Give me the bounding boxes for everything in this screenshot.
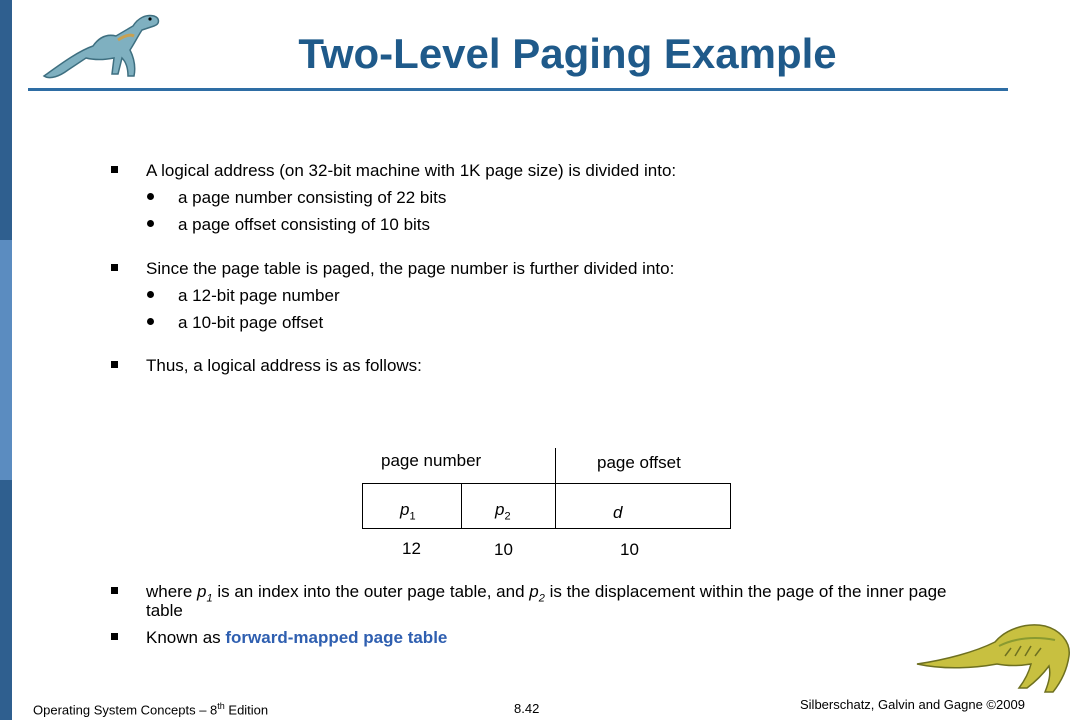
forward-mapped-term: forward-mapped page table (225, 628, 448, 647)
slide-number: 8.42 (514, 701, 540, 716)
dinosaur-illustration-icon (915, 612, 1075, 702)
field-divider (555, 484, 556, 528)
field-p1: $p_1$ (400, 500, 416, 523)
bullet-marker (111, 633, 118, 640)
bullet-2-sub-1: a 12-bit page number (178, 286, 340, 305)
bullet-1-sub-2: a page offset consisting of 10 bits (178, 215, 431, 234)
bits-d: 10 (620, 540, 639, 559)
bits-p2: 10 (494, 540, 513, 559)
sub-bullet-marker (147, 220, 154, 227)
bullet-marker (111, 166, 118, 173)
page-offset-label: page offset (597, 453, 681, 472)
page-number-label: page number (381, 451, 482, 470)
bits-p1: 12 (402, 539, 421, 558)
bullet-2-text: Since the page table is paged, the page number is further divided into: (146, 259, 675, 278)
footer-book-title: Operating System Concepts – 8th Edition (33, 701, 269, 718)
sidebar-stripe (0, 0, 12, 720)
bullet-marker (111, 264, 118, 271)
bullet-1-text: A logical address (on 32-bit machine with 1K page size) is divided into: (146, 161, 677, 180)
bullet-marker (111, 587, 118, 594)
bullet-4-text: where $p_1$ is an index into the outer page table, and $p_2$ is the displacement within the page of the inner page (146, 582, 947, 605)
address-box (362, 483, 731, 529)
bullet-1-sub-1: a page number consisting of 22 bits (178, 188, 447, 207)
sub-bullet-marker (147, 318, 154, 325)
bullet-3-text: Thus, a logical address is as follows: (146, 356, 422, 375)
field-divider (461, 484, 462, 528)
bullet-5-text: Known as forward-mapped page table (146, 628, 448, 647)
title-underline (28, 88, 1008, 91)
sidebar-segment-middle (0, 240, 12, 480)
field-d: d (613, 503, 623, 522)
sub-bullet-marker (147, 291, 154, 298)
sidebar-segment-bottom (0, 480, 12, 720)
bullet-2-sub-2: a 10-bit page offset (178, 313, 324, 332)
footer-copyright: Silberschatz, Galvin and Gagne ©2009 (800, 697, 1025, 712)
label-divider (555, 448, 556, 484)
sub-bullet-marker (147, 193, 154, 200)
bullet-4-text-line2: table (146, 601, 183, 620)
page-title: Two-Level Paging Example (298, 30, 837, 77)
bullet-marker (111, 361, 118, 368)
field-p2: $p_2$ (495, 500, 511, 523)
